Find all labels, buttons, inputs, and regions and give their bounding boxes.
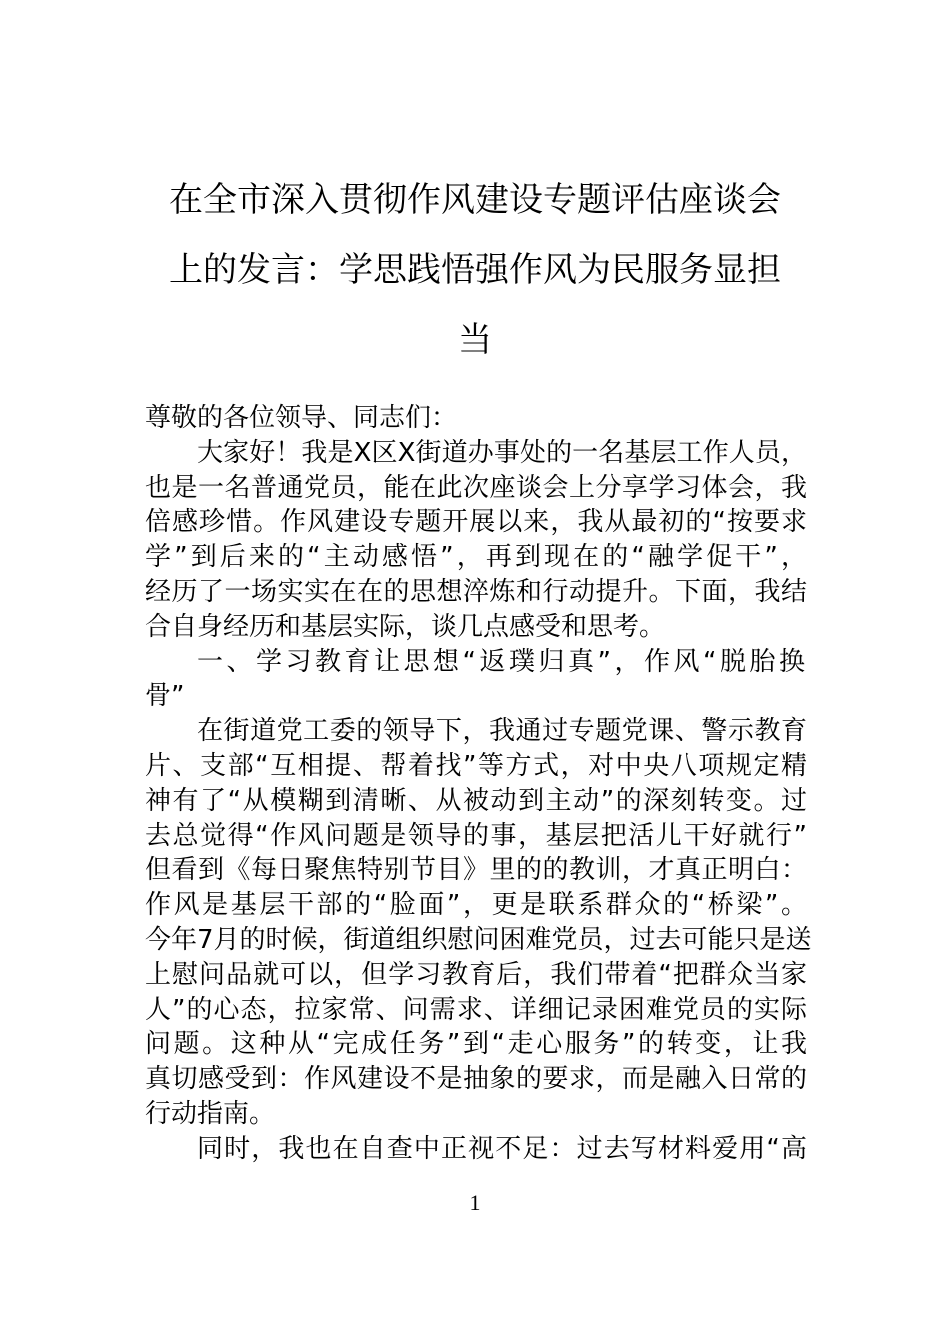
text-line: 在街道党工委的领导下，我通过专题党课、警示教育 [197,716,807,747]
text-line: 真切感受到：作风建设不是抽象的要求，而是融入日常的 [145,1064,807,1095]
text-line: 但看到《每日聚焦特别节目》里的的教训，才真正明白： [145,855,807,886]
text-line: 行动指南。 [145,1098,276,1129]
title-line: 在全市深入贯彻作风建设专题评估座谈会 [169,180,781,220]
title-line: 当 [458,320,492,360]
text-line: 问题。这种从“完成任务”到“走心服务”的转变，让我 [145,1029,807,1060]
text-line: 上慰问品就可以，但学习教育后，我们带着“把群众当家 [145,959,807,990]
text-line: 大家好！我是X区X街道办事处的一名基层工作人员， [197,437,807,468]
text-line: 今年7月的时候，街道组织慰问困难党员，过去可能只是送 [145,924,812,955]
text-line: 人”的心态，拉家常、问需求、详细记录困难党员的实际 [145,994,807,1025]
document-title [0,165,950,375]
text-line: 经历了一场实实在在的思想淬炼和行动提升。下面，我结 [145,576,807,607]
document-body [145,401,812,1167]
text-line: 尊敬的各位领导、同志们： [145,403,458,433]
paragraph [145,401,807,436]
title-line: 上的发言：学思践悟强作风为民服务显担 [169,250,781,290]
paragraph [145,1132,807,1167]
page-number: 1 [469,1190,481,1215]
text-line: 去总觉得“作风问题是领导的事，基层把活儿干好就行” [145,820,807,851]
text-line: 也是一名普通党员，能在此次座谈会上分享学习体会，我 [145,472,807,503]
text-line: 同时，我也在自查中正视不足：过去写材料爱用“高 [197,1133,807,1164]
text-line: 倍感珍惜。作风建设专题开展以来，我从最初的“按要求 [145,507,807,538]
paragraph [145,714,812,1132]
text-line: 合自身经历和基层实际，谈几点感受和思考。 [145,611,666,642]
paragraph [145,436,807,645]
text-line: 神有了“从模糊到清晰、从被动到主动”的深刻转变。过 [145,785,807,816]
text-line: 学”到后来的“主动感悟”，再到现在的“融学促干”， [145,542,807,573]
text-line: 骨” [145,681,185,712]
text-line: 作风是基层干部的“脸面”，更是联系群众的“桥梁”。 [145,890,807,921]
text-line: 片、支部“互相提、帮着找”等方式，对中央八项规定精 [145,750,807,781]
text-line: 一、学习教育让思想“返璞归真”，作风“脱胎换 [197,646,807,677]
section-heading [145,645,807,715]
